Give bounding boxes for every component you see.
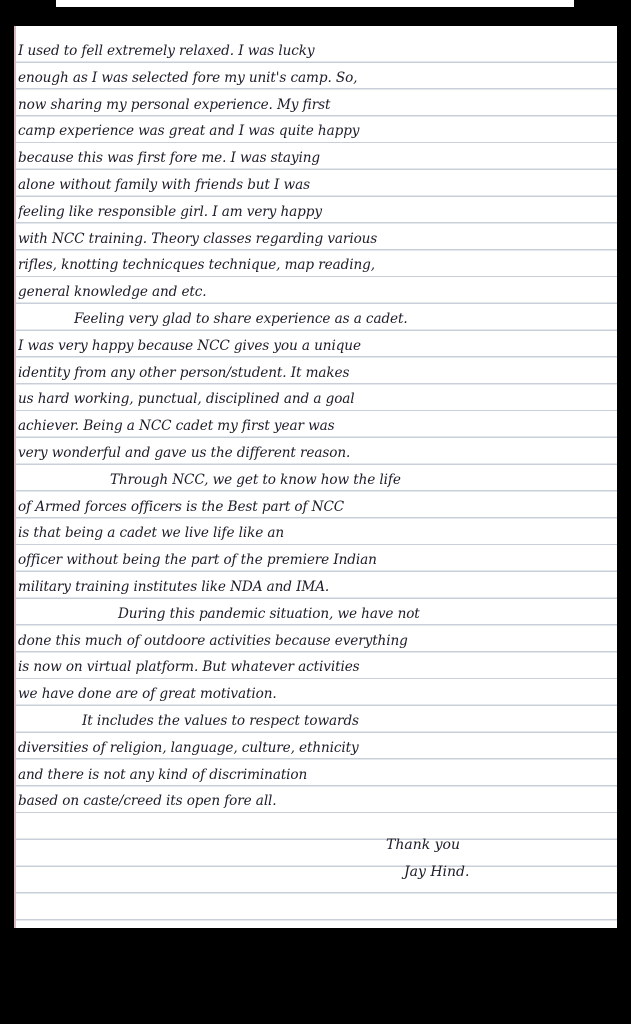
letter-line: feeling like responsible girl. I am very happy <box>18 203 322 220</box>
top-paper-edge <box>56 0 574 7</box>
page-margin-line <box>14 26 16 928</box>
letter-line: military training institutes like NDA and IMA. <box>18 578 330 595</box>
letter-line: with NCC training. Theory classes regarding various <box>18 230 378 247</box>
letter-line: I used to fell extremely relaxed. I was lucky <box>18 43 315 59</box>
letter-line: enough as I was selected fore my unit's camp. So, <box>18 69 358 86</box>
letter-line: is that being a cadet we live life like an <box>18 525 285 542</box>
letter-line: us hard working, punctual, disciplined and a goal <box>18 391 355 408</box>
closing-sign-off: Jay Hind. <box>404 864 470 880</box>
letter-line: very wonderful and gave us the different reason. <box>18 444 351 461</box>
letter-line: Feeling very glad to share experience as a cadet. <box>74 310 408 327</box>
letter-line: I was very happy because NCC gives you a unique <box>18 337 361 354</box>
closing-thanks: Thank you <box>386 837 461 853</box>
letter-line: identity from any other person/student. It makes <box>18 364 350 381</box>
letter-line: officer without being the part of the premiere Indian <box>18 552 377 569</box>
letter-line: now sharing my personal experience. My first <box>18 96 331 113</box>
letter-line: done this much of outdoore activities because everything <box>18 632 408 649</box>
letter-line: During this pandemic situation, we have not <box>118 605 420 622</box>
letter-line: based on caste/creed its open fore all. <box>18 793 277 810</box>
letter-body <box>18 38 612 815</box>
letter-line: It includes the values to respect towards <box>82 712 359 729</box>
letter-line: and there is not any kind of discrimination <box>18 766 308 783</box>
letter-line: because this was first fore me. I was staying <box>18 150 321 167</box>
letter-line: general knowledge and etc. <box>18 284 207 301</box>
letter-line: rifles, knotting technicques technique, map reading, <box>18 257 375 274</box>
letter-line: is now on virtual platform. But whatever activities <box>18 659 360 676</box>
letter-line: alone without family with friends but I was <box>18 176 310 193</box>
letter-line: diversities of religion, language, culture, ethnicity <box>18 739 359 756</box>
letter-line: we have done are of great motivation. <box>18 686 277 703</box>
letter-line: of Armed forces officers is the Best part of NCC <box>18 498 345 515</box>
letter-line: camp experience was great and I was quite happy <box>18 123 360 140</box>
notebook-page <box>14 26 617 928</box>
letter-line: achiever. Being a NCC cadet my first year was <box>18 418 335 435</box>
letter-line: Through NCC, we get to know how the life <box>110 471 401 488</box>
